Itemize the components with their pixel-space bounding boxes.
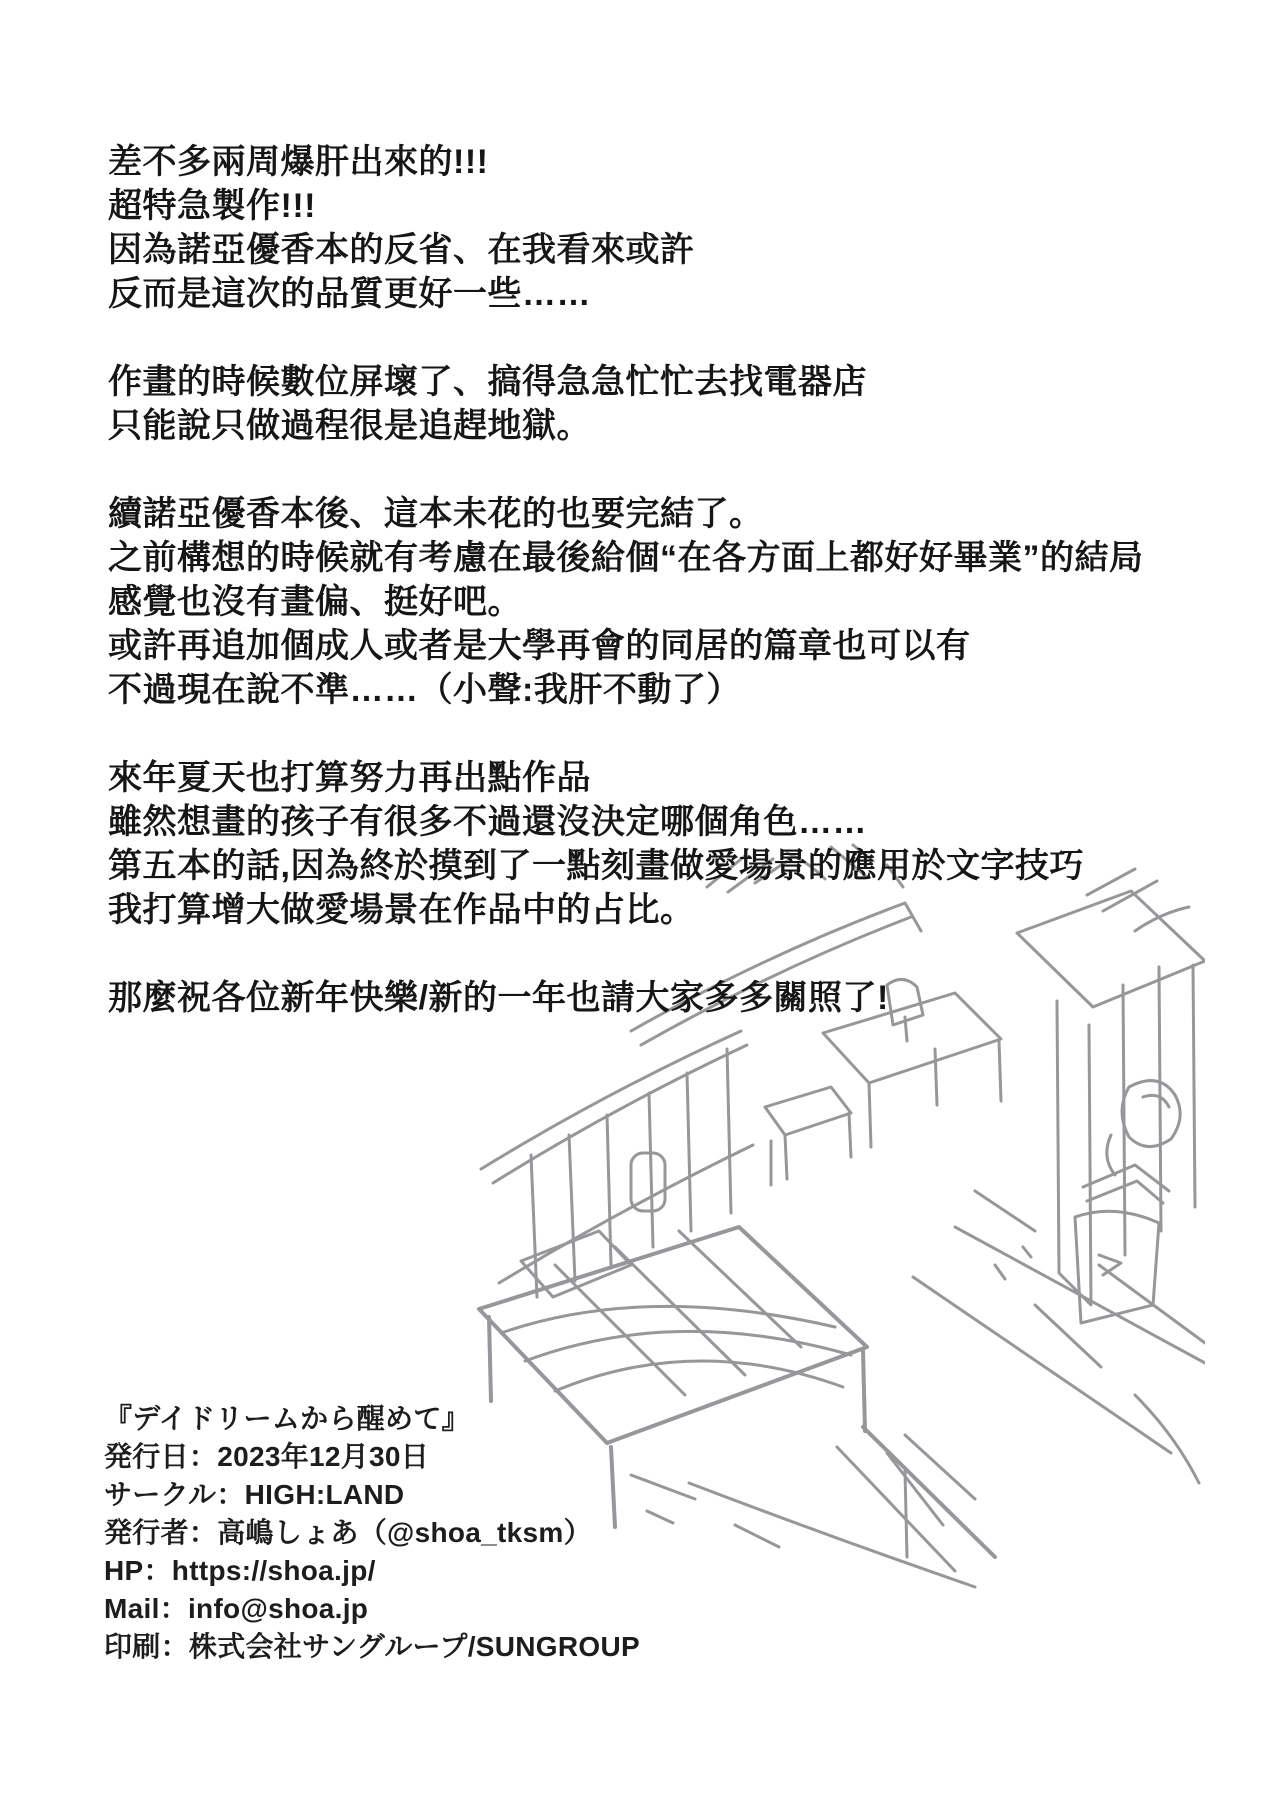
afterword-line: 不過現在說不準……（小聲:我肝不動了）: [108, 671, 741, 709]
paragraph: [108, 976, 1144, 1020]
afterword-line: 作畫的時候數位屏壞了、搞得急急忙忙去找電器店: [108, 363, 867, 401]
paragraph: [108, 140, 1144, 316]
afterword-line: 我打算增大做愛場景在作品中的占比。: [108, 891, 695, 929]
colophon-publish-date: 発行日：2023年12月30日: [104, 1441, 430, 1472]
colophon-circle: サークル：HIGH:LAND: [104, 1479, 405, 1510]
afterword-line: 續諾亞優香本後、這本未花的也要完結了。: [108, 495, 764, 533]
colophon-homepage: HP：https://shoa.jp/: [104, 1555, 376, 1586]
afterword-line: 那麼祝各位新年快樂/新的一年也請大家多多關照了!: [108, 979, 889, 1017]
afterword-line: 感覺也沒有畫偏、挺好吧。: [108, 583, 522, 621]
afterword-text: [108, 140, 1144, 1064]
paragraph: [108, 756, 1144, 932]
paragraph: [108, 360, 1144, 448]
colophon-mail: Mail：info@shoa.jp: [104, 1593, 369, 1624]
afterword-line: 超特急製作!!!: [108, 187, 316, 225]
afterword-line: 之前構想的時候就有考慮在最後給個“在各方面上都好好畢業”的結局: [108, 539, 1144, 577]
afterword-line: 只能說只做過程很是追趕地獄。: [108, 407, 591, 445]
afterword-line: 因為諾亞優香本的反省、在我看來或許: [108, 231, 695, 269]
afterword-line: 來年夏天也打算努力再出點作品: [108, 759, 591, 797]
colophon-publisher: 発行者：高嶋しょあ（@shoa_tksm）: [104, 1517, 592, 1548]
paragraph: [108, 492, 1144, 712]
colophon: [104, 1400, 640, 1666]
afterword-line: 或許再追加個成人或者是大學再會的同居的篇章也可以有: [108, 627, 971, 665]
afterword-line: 第五本的話,因為終於摸到了一點刻畫做愛場景的應用於文字技巧: [108, 847, 1084, 885]
colophon-printer: 印刷：株式会社サングループ/SUNGROUP: [104, 1631, 640, 1662]
afterword-line: 雖然想畫的孩子有很多不過還沒決定哪個角色……: [108, 803, 867, 841]
colophon-title: 『デイドリームから醒めて』: [104, 1403, 470, 1434]
afterword-line: 反而是這次的品質更好一些……: [108, 275, 591, 313]
afterword-line: 差不多兩周爆肝出來的!!!: [108, 143, 489, 181]
